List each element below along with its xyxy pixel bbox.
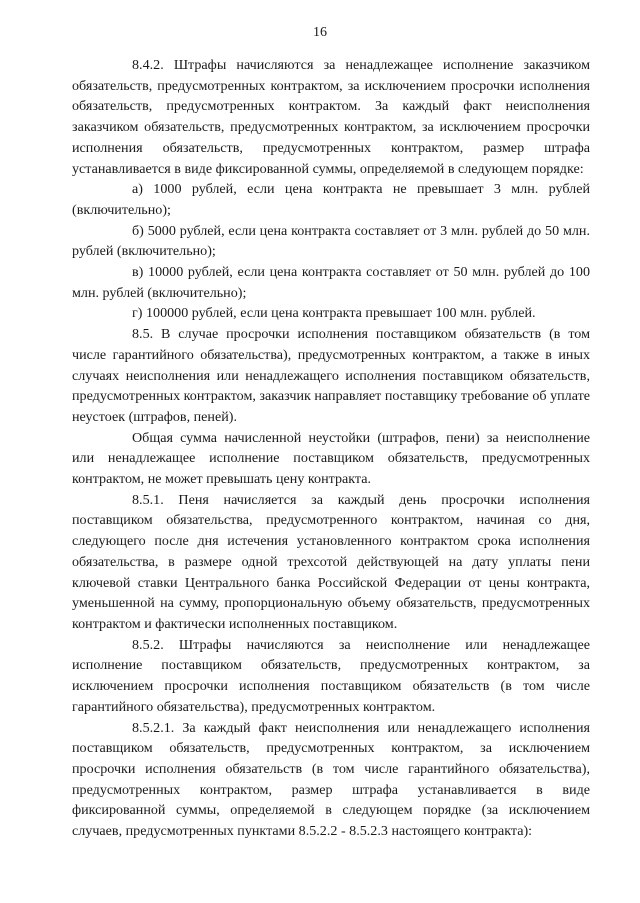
- clause-8-5-2: 8.5.2. Штрафы начисляются за неисполнение или ненадлежащее исполнение поставщиком обязательств, предусмотренных контрактом, за исключением просрочки исполнения поставщиком обязательств (в том числе гарантийного обязательства), предусмотренных контрактом.: [72, 636, 590, 715]
- clause-8-5-2-1: 8.5.2.1. За каждый факт неисполнения или ненадлежащего исполнения поставщиком обязательств, предусмотренных контрактом, за исключением просрочки исполнения обязательств (в том числе гарантийного обязательства), предусмотренных контрактом, размер штрафа устанавливается в виде фиксированной суммы, определяемой в следующем порядке (за исключением случаев, предусмотренных пунктами 8.5.2.2 - 8.5.2.3 настоящего контракта):: [72, 719, 590, 840]
- clause-8-5-1: 8.5.1. Пеня начисляется за каждый день просрочки исполнения поставщиком обязательства, предусмотренного контрактом, начиная со дня, следующего после дня истечения установленного контрактом срока исполнения обязательства, в размере одной трехсотой действующей на дату уплаты пени ключевой ставки Центрального банка Российской Федерации от цены контракта, уменьшенной на сумму, пропорциональную объему обязательств, предусмотренных контрактом и фактически исполненных поставщиком.: [72, 491, 590, 632]
- clause-8-4-2: 8.4.2. Штрафы начисляются за ненадлежащее исполнение заказчиком обязательств, предусмотренных контрактом, за исключением просрочки исполнения обязательств, предусмотренных контрактом. За каждый факт неисполнения заказчиком обязательств, предусмотренных контрактом, за исключением просрочки исполнения обязательств, предусмотренных контрактом, размер штрафа устанавливается в виде фиксированной суммы, определяемой в следующем порядке:: [72, 57, 590, 177]
- page-number: 16: [313, 25, 327, 40]
- list-item-v: в) 10000 рублей, если цена контракта составляет от 50 млн. рублей до 100 млн. рублей (включительно);: [72, 264, 590, 301]
- clause-8-5: 8.5. В случае просрочки исполнения поставщиком обязательств (в том числе гарантийного обязательства), предусмотренных контрактом, а также в иных случаях неисполнения или ненадлежащего исполнения поставщиком обязательств, предусмотренных контрактом, заказчик направляет поставщику требование об уплате неустоек (штрафов, пеней).: [72, 326, 590, 425]
- document-body: [72, 55, 590, 842]
- list-item-g: г) 100000 рублей, если цена контракта превышает 100 млн. рублей.: [132, 305, 536, 322]
- list-item-b: б) 5000 рублей, если цена контракта составляет от 3 млн. рублей до 50 млн. рублей (включительно);: [72, 222, 590, 260]
- list-item-a: а) 1000 рублей, если цена контракта не превышает 3 млн. рублей (включительно);: [72, 181, 590, 218]
- penalty-cap-paragraph: Общая сумма начисленной неустойки (штрафов, пени) за неисполнение или ненадлежащее исполнение поставщиком обязательств, предусмотренных контрактом, не может превышать цену контракта.: [72, 429, 590, 488]
